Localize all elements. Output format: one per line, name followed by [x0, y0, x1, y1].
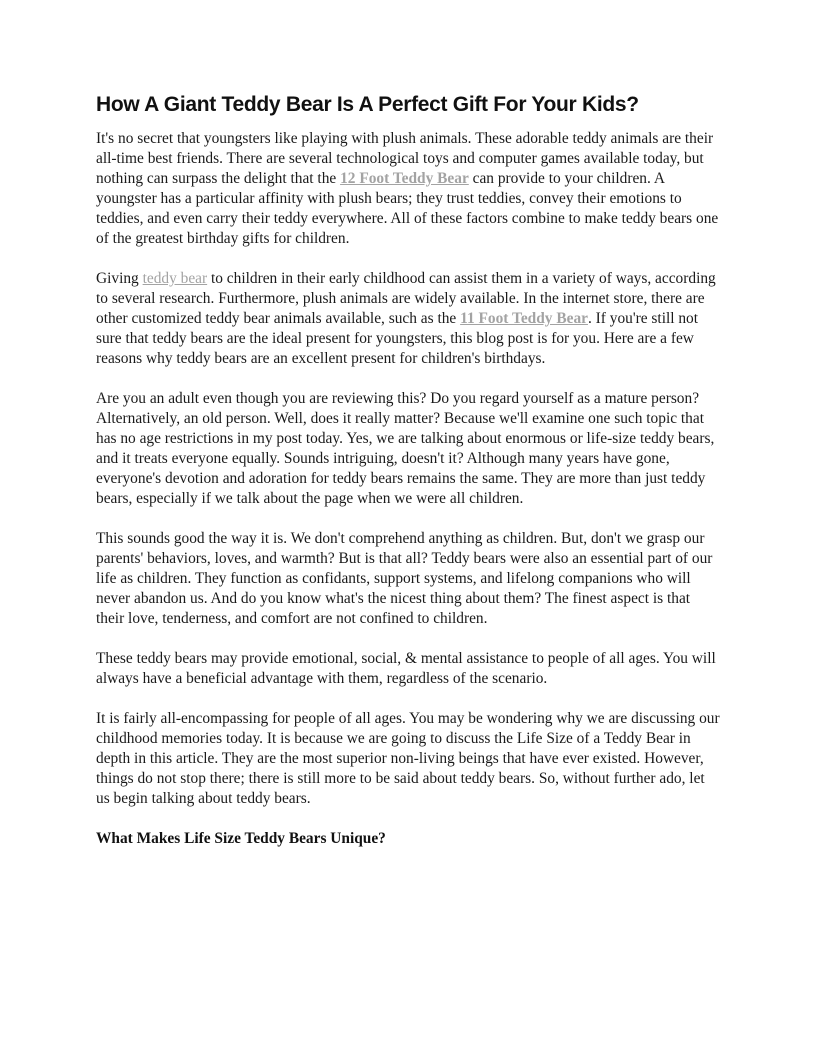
- page-title: How A Giant Teddy Bear Is A Perfect Gift For Your Kids?: [96, 93, 639, 116]
- paragraph-3: Are you an adult even though you are reviewing this? Do you regard yourself as a mature person? Alternatively, an old person. Well, does it really matter? Because we'll examine one such topic that has no age restrictions in my post today. Yes, we are talking about enormous or life-size teddy bears, and it treats everyone equally. Sounds intriguing, doesn't it? Although many years have gone, everyone's devotion and adoration for teddy bears remains the same. They are more than just teddy bears, especially if we talk about the page when we were all children.: [96, 390, 715, 507]
- p1-text-after: can provide to your children. A youngster has a particular affinity with plush bears; they trust teddies, convey their emotions to teddies, and even carry their teddy everywhere. All of these factors combine to make teddy bears one of the greatest birthday gifts for children.: [96, 170, 719, 247]
- p2-text-middle: to children in their early childhood can assist them in a variety of ways, according to several research. Furthermore, plush animals are widely available. In the internet store, there are other customized teddy bear animals available, such as the: [96, 270, 716, 327]
- link-teddy-bear[interactable]: teddy bear: [142, 270, 208, 287]
- paragraph-5: These teddy bears may provide emotional, social, & mental assistance to people of all ages. You will always have a beneficial advantage with them, regardless of the scenario.: [96, 650, 716, 687]
- paragraph-6: It is fairly all-encompassing for people of all ages. You may be wondering why we are discussing our childhood memories today. It is because we are going to discuss the Life Size of a Teddy Bear in depth in this article. They are the most superior non-living beings that have ever existed. However, things do not stop there; there is still more to be said about teddy bears. So, without further ado, let us begin talking about teddy bears.: [96, 710, 720, 807]
- link-11-foot-teddy-bear[interactable]: 11 Foot Teddy Bear: [460, 310, 588, 327]
- p1-text-before: It's no secret that youngsters like playing with plush animals. These adorable teddy animals are their all-time best friends. There are several technological toys and computer games available today, but nothing can surpass the delight that the: [96, 130, 714, 187]
- paragraph-4: This sounds good the way it is. We don't comprehend anything as children. But, don't we grasp our parents' behaviors, loves, and warmth? But is that all? Teddy bears were also an essential part of our life as children. They function as confidants, support systems, and lifelong companions who will never abandon us. And do you know what's the nicest thing about them? The finest aspect is that their love, tenderness, and comfort are not confined to children.: [96, 530, 713, 627]
- p2-text-before: Giving: [96, 270, 143, 287]
- link-12-foot-teddy-bear[interactable]: 12 Foot Teddy Bear: [340, 170, 469, 187]
- p2-text-after: . If you're still not sure that teddy bears are the ideal present for youngsters, this blog post is for you. Here are a few reasons why teddy bears are an excellent present for children's birthdays.: [96, 310, 699, 367]
- document-page: [96, 92, 722, 849]
- paragraph-2: [96, 269, 722, 369]
- section-heading: What Makes Life Size Teddy Bears Unique?: [96, 830, 386, 847]
- paragraph-1: [96, 129, 722, 249]
